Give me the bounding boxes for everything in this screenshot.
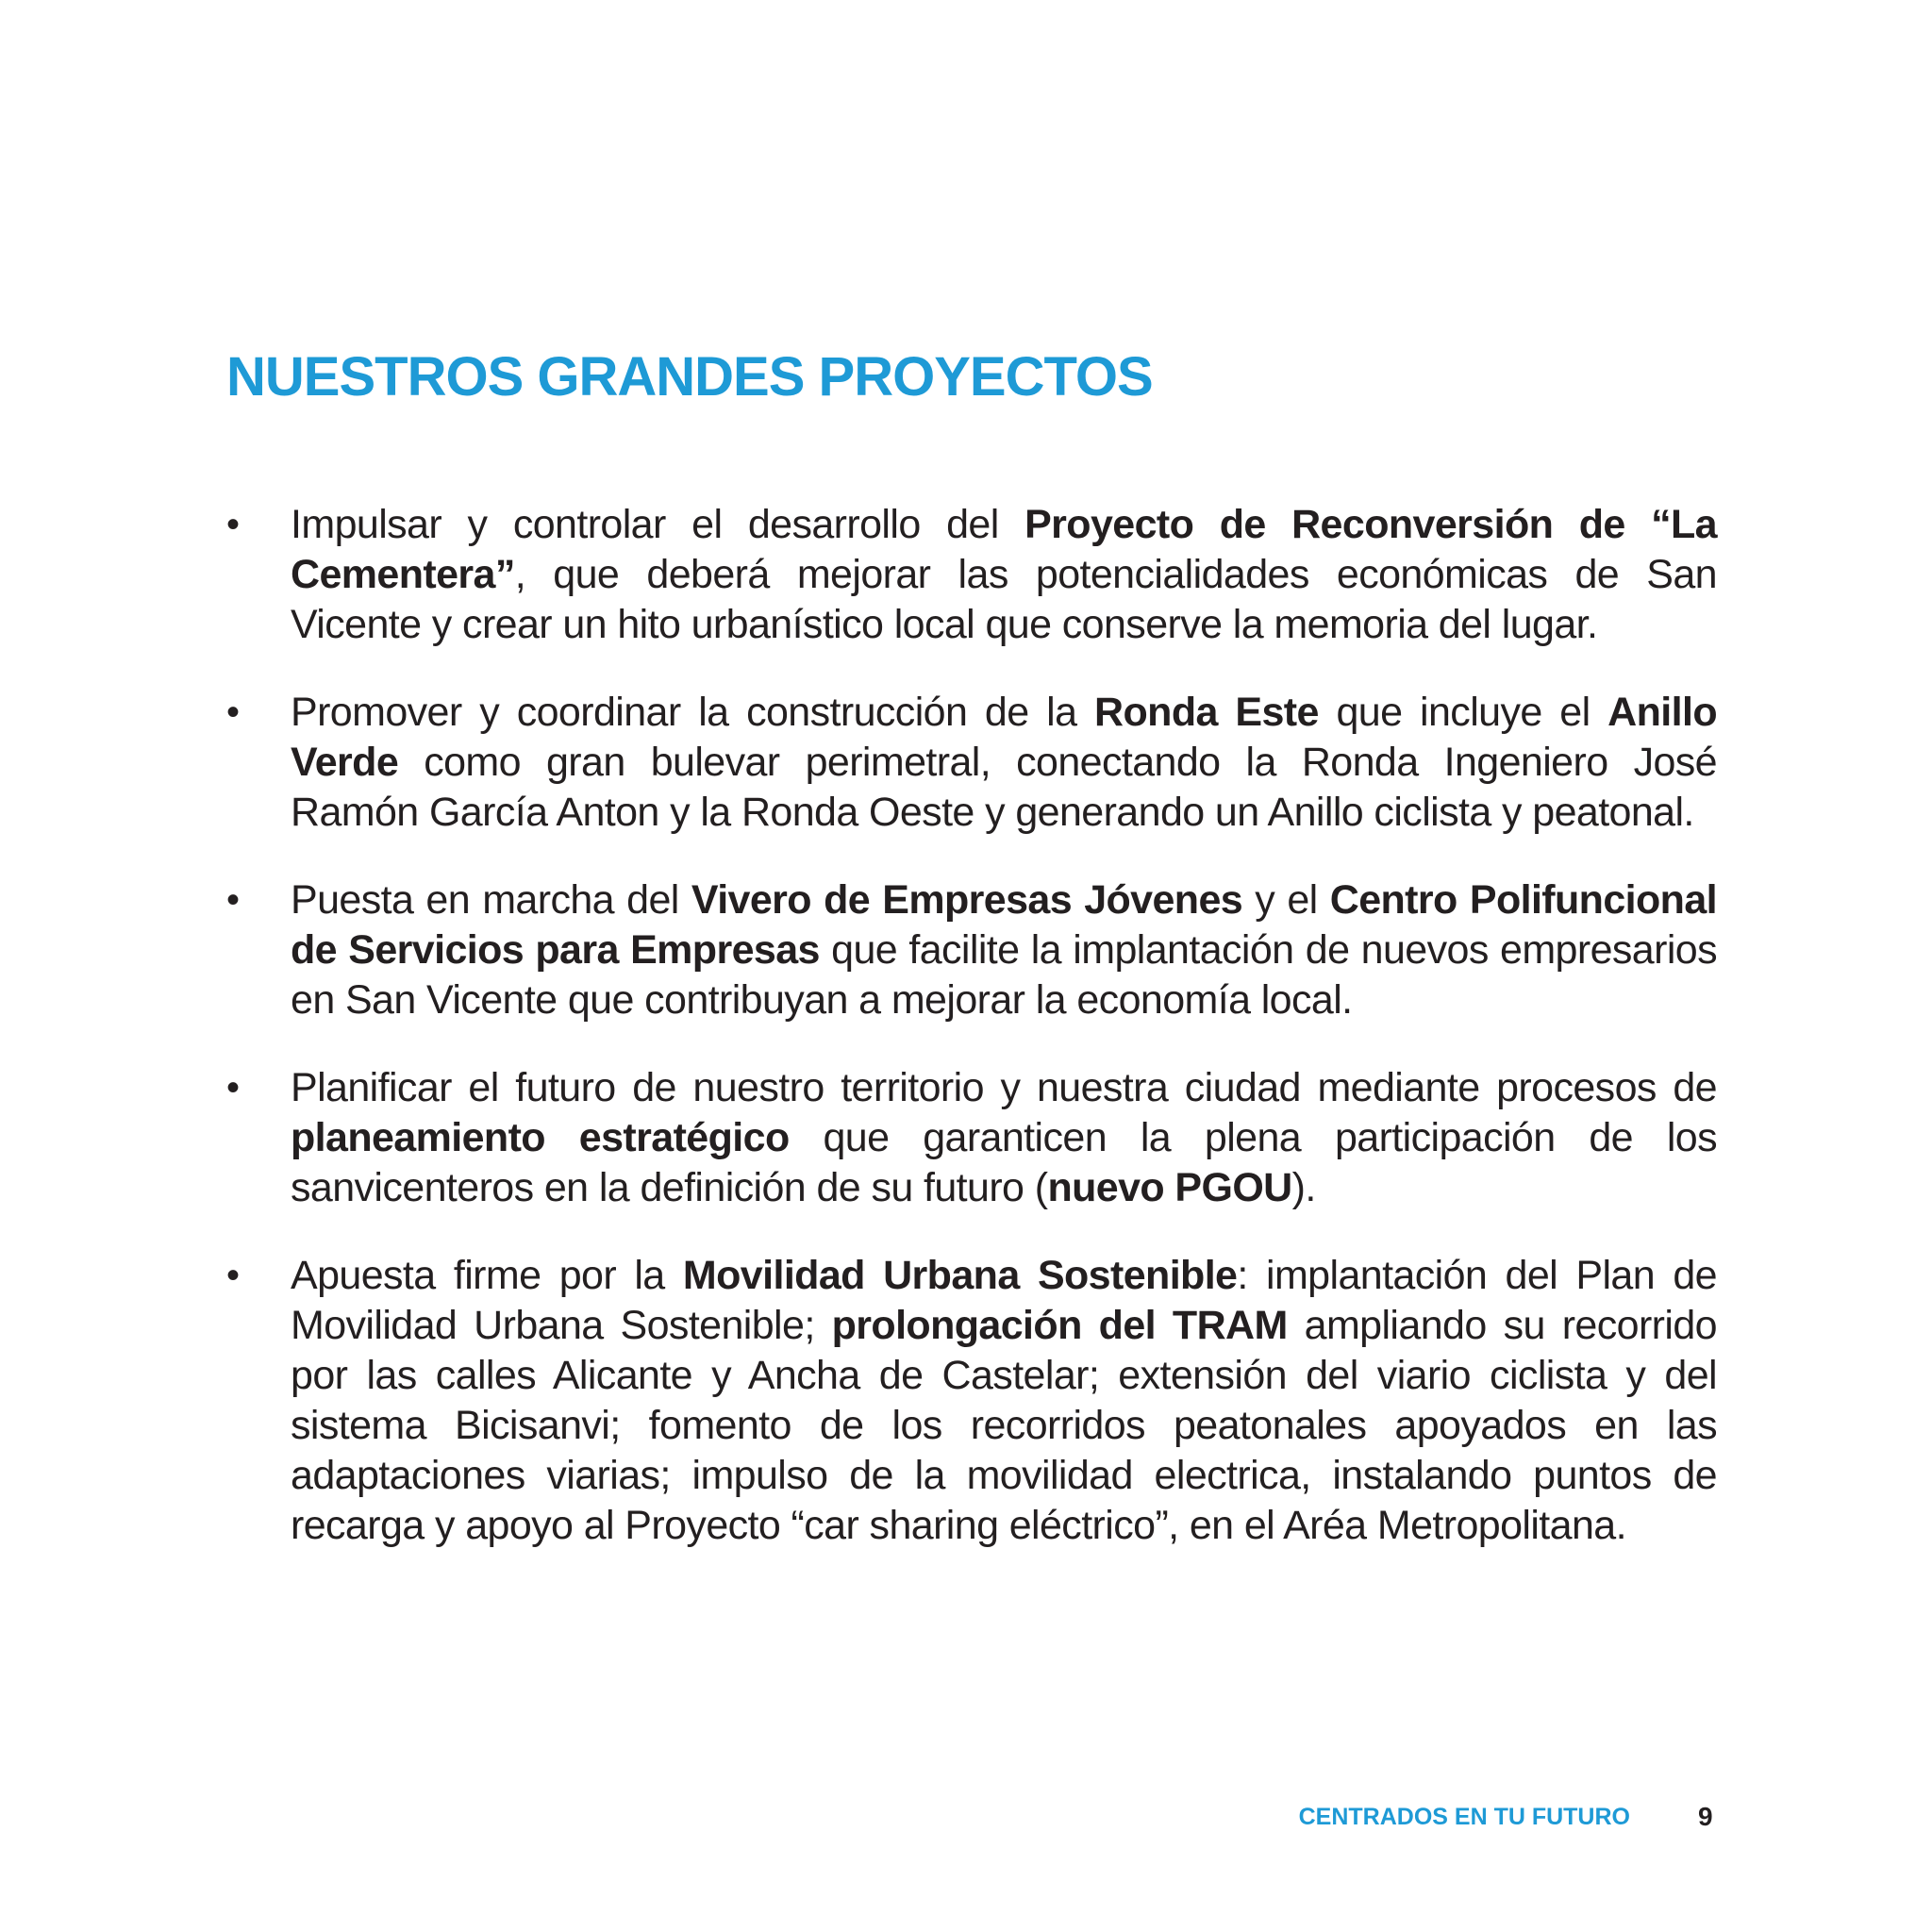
bullet-icon: • xyxy=(226,691,240,733)
item-highlight: Movilidad Urbana Sostenible xyxy=(682,1253,1238,1298)
item-text: Puesta en marcha del xyxy=(291,877,691,923)
item-text: Impulsar y controlar el desarrollo del xyxy=(291,502,1025,547)
footer-label: CENTRADOS EN TU FUTURO xyxy=(1298,1804,1630,1830)
project-item-cementera xyxy=(226,500,1717,650)
project-list xyxy=(226,500,1717,1589)
item-highlight: Anillo Verde xyxy=(291,690,1717,785)
item-text: y el xyxy=(1242,877,1330,923)
item-highlight: Vivero de Empresas Jóvenes xyxy=(691,877,1243,923)
bullet-icon: • xyxy=(226,1067,240,1108)
bullet-icon: • xyxy=(226,504,240,545)
item-text: Apuesta firme por la xyxy=(291,1253,683,1298)
project-item-movilidad xyxy=(226,1251,1717,1551)
project-item-planeamiento xyxy=(226,1063,1717,1213)
bullet-icon: • xyxy=(226,879,240,921)
item-highlight: planeamiento estratégico xyxy=(291,1115,790,1160)
item-text: que incluye el xyxy=(1318,690,1608,735)
item-highlight: nuevo PGOU xyxy=(1047,1165,1292,1210)
item-highlight: Ronda Este xyxy=(1094,690,1319,735)
page-title: NUESTROS GRANDES PROYECTOS xyxy=(226,346,1153,408)
item-text: ampliando su recorrido por las calles Alicante y Ancha de Castelar; extensión del viario ciclista y del sistema Bicisanvi; fomento de los recorridos peatonales apoyados en las adaptaciones viarias; impulso de la movilidad electrica, instalando puntos de recarga y apoyo al Proyecto “car sharing eléctrico”, en el Aréa Metropolitana. xyxy=(291,1303,1717,1548)
project-item-vivero-empresas xyxy=(226,875,1717,1025)
item-text: que facilite la implantación de nuevos empresarios en San Vicente que contribuyan a mejorar la economía local. xyxy=(291,927,1717,1023)
item-text: , que deberá mejorar las potencialidades económicas de San Vicente y crear un hito urbanístico local que conserve la memoria del lugar. xyxy=(291,552,1717,647)
page-number: 9 xyxy=(1698,1802,1713,1831)
item-text: : implantación del Plan de Movilidad Urbana Sostenible; xyxy=(291,1253,1717,1348)
project-item-ronda-este xyxy=(226,688,1717,838)
item-text: que garanticen la plena participación de los sanvicenteros en la definición de su futuro ( xyxy=(291,1115,1717,1210)
bullet-icon: • xyxy=(226,1255,240,1296)
item-text: Promover y coordinar la construcción de la xyxy=(291,690,1095,735)
item-text: Planificar el futuro de nuestro territorio y nuestra ciudad mediante procesos de xyxy=(291,1065,1717,1110)
item-highlight: Centro Polifuncional de Servicios para Empresas xyxy=(291,877,1718,973)
item-highlight: Proyecto de Reconversión de “La Cementera” xyxy=(291,502,1717,597)
item-text: como gran bulevar perimetral, conectando la Ronda Ingeniero José Ramón García Anton y la Ronda Oeste y generando un Anillo ciclista y peatonal. xyxy=(291,740,1717,835)
item-highlight: prolongación del TRAM xyxy=(831,1303,1288,1348)
item-text: ). xyxy=(1291,1165,1316,1210)
